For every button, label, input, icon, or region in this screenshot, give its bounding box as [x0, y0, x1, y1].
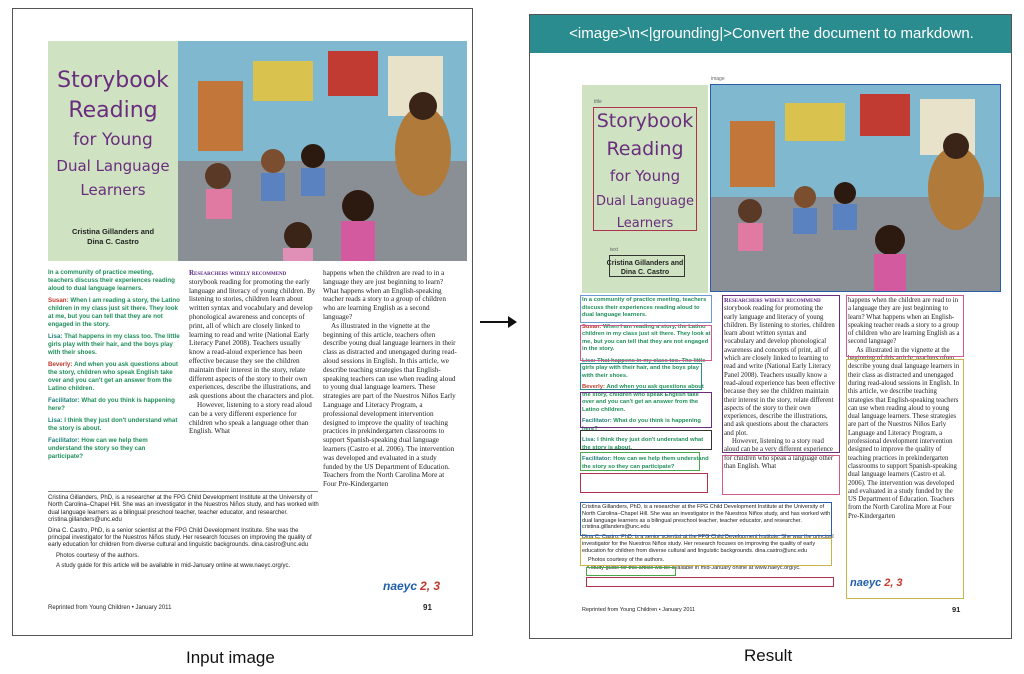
grounding-box-bio2 [580, 538, 832, 566]
input-caption: Input image [186, 648, 275, 667]
line-text: And when you ask questions about the story, children who speak English take over and you can't get an answer from the Latino children. [582, 384, 704, 413]
paragraph: However, listening to a story read aloud can be a very different experience for children who speak a language other than English. What [724, 438, 834, 470]
logo-text: naeyc [383, 579, 418, 593]
line-text: That happens in my class too. The little girls play with their hair, and the boys play with their shoes. [582, 357, 706, 379]
grounding-box-dialogue [580, 392, 712, 428]
title-line: for Young [609, 167, 681, 185]
text-column-3 [323, 269, 457, 599]
speaker: Facilitator: [582, 418, 612, 424]
title-line: Learners [80, 181, 146, 199]
input-page [12, 8, 473, 636]
photo-credit: Photos courtesy of the authors. [56, 552, 140, 559]
line-text: When I am reading a story, the Latino children in my class just sit there. They look at me, but you can tell that they are not engaged in the story. [582, 323, 711, 352]
grounding-label: title [594, 99, 602, 105]
speaker: Lisa: [582, 437, 596, 443]
bio-text: Cristina Gillanders, PhD, is a researcher at the FPG Child Development Institute at the University of North Carolina–Chapel Hill. She was an investigator in the Nuestros Niños study, and has worked with dual language learners as a bilingual preschool teacher, teacher educator, and researcher. cristina.gillanders@unc.edu [582, 504, 831, 531]
bio-text: Cristina Gillanders, PhD, is a researcher at the FPG Child Development Institute at the University of North Carolina–Chapel Hill. She was an investigator in the Nuestros Niños study, and has worked with dual language learners as a bilingual preschool teacher, teacher educator, and researcher. cristina.gillanders@unc.edu [48, 495, 319, 524]
title-graphic [48, 49, 178, 209]
speaker: Beverly: [582, 384, 605, 390]
intro-text: In a community of practice meeting, teachers discuss their experiences reading aloud to dual language learners. [48, 269, 175, 292]
text-column-2 [189, 269, 317, 491]
bio-text: Dina C. Castro, PhD, is a senior scientist at the FPG Child Development Institute. She was the principal investigator for the Nuestros Niños study. Her research focuses on improving the quality of early education for children from diverse cultural and linguistic backgrounds. dina.castro@unc.edu [48, 527, 312, 549]
line-text: When I am reading a story, the Latino children in my class just sit there. They look at me, but you can tell that they are not engaged in the story. [48, 297, 180, 328]
paragraph: happens when the children are read to in a language they are just beginning to learn? What happens when an English-speaking teacher reads a story to a group of children who are learning English as a second language? [848, 297, 960, 346]
dialogue-line [48, 361, 180, 393]
footer-left: Reprinted from Young Children • January 2011 [48, 605, 172, 611]
grounding-box-title [593, 107, 697, 231]
arrow-graphic [478, 315, 518, 329]
photo-graphic [178, 41, 467, 261]
logo-suffix: 2, 3 [884, 577, 903, 589]
paragraph: happens when the children are read to in a language they are just beginning to learn? What happens when an English-speaking teacher reads a story to a group of children who are learning English as a second language? [323, 269, 446, 321]
author-line: Cristina Gillanders and [71, 227, 155, 236]
intro-text: In a community of practice meeting, teachers discuss their experiences reading aloud to dual language learners. [582, 297, 707, 318]
study-guide: A study guide for this article will be available in mid-January online at www.naeyc.org/yc. [586, 565, 801, 572]
line-text: I think they just don't understand what the story is about. [48, 417, 178, 432]
grounding-box-bio1 [580, 502, 832, 536]
bio-divider [48, 491, 318, 492]
title-line: Storybook [596, 110, 694, 132]
naeyc-logo [383, 579, 440, 593]
grounding-box-col3a [846, 295, 964, 357]
classroom-photo [178, 41, 467, 261]
bio-text: Dina C. Castro, PhD, is a senior scientist at the FPG Child Development Institute. She was the principal investigator for the Nuestros Niños study. Her research focuses on improving the quality of early education for children from diverse cultural and linguistic backgrounds. dina.castro@unc.edu [582, 534, 834, 554]
speaker: Facilitator: [582, 456, 612, 462]
speaker: Susan: [48, 297, 69, 304]
page-number: 91 [423, 603, 432, 612]
section-heading: Researchers widely recommend [189, 269, 287, 277]
line-text: What do you think is happening here? [48, 397, 175, 412]
grounding-box-dialogue [580, 430, 712, 450]
prompt-banner: <image>\n<|grounding|>Convert the document to markdown. [530, 15, 1012, 53]
title-line: Reading [606, 138, 684, 160]
grounding-box-col2b [722, 455, 840, 495]
study-guide: A study guide for this article will be available in mid-January online at www.naeyc.org/yc. [56, 563, 291, 570]
grounding-box-col3b [846, 359, 964, 599]
grounding-label: text [610, 247, 619, 253]
section-heading: Researchers widely recommend [724, 297, 821, 304]
result-page [529, 14, 1012, 639]
speaker: Susan: [582, 323, 602, 330]
dialogue-line [48, 437, 180, 461]
line-text: I think they just don't understand what the story is about. [582, 437, 704, 451]
grounding-label: image [711, 76, 725, 82]
paragraph: However, listening to a story read aloud can be a very different experience for children who speak a language other than English. What [189, 400, 312, 436]
grounding-box-photo [586, 567, 676, 576]
speaker: Facilitator: [48, 397, 80, 404]
speaker: Lisa: [48, 417, 63, 424]
speaker: Lisa: [48, 333, 63, 340]
result-caption: Result [744, 646, 793, 665]
paragraph: storybook reading for promoting the early language and literacy of young children. By listening to stories, children learn about written syntax and vocabulary and develop phonological awareness and concepts of print, all of which are closely linked to learning to read and write (National Early Literacy Panel 2008). Teachers usually know a read-aloud experience has been effective because they see the children maintain their interest in the story, relate different aspects of the story to their own experiences, describe the illustrations, and ask questions about the characters and plot. [189, 277, 316, 401]
dialogue-line [48, 297, 180, 329]
result-page-number: 91 [952, 605, 961, 614]
grounding-box-dialogue [580, 452, 700, 471]
photo-credit: Photos courtesy of the authors. [588, 556, 665, 563]
grounding-box-dialogue [580, 363, 702, 390]
speaker: Lisa: [582, 357, 596, 364]
title-line: Storybook [57, 68, 169, 93]
dialogue-line [48, 333, 180, 357]
paragraph: As illustrated in the vignette at the beginning of this article, teachers often describe young dual language learners in their class as distracted and unengaged during read-aloud sessions in English. In this article, we describe teaching strategies that English-speaking teachers can use when reading aloud to young dual language learners. These strategies are part of the Nuestros Niños Early Language and Literacy Program, a professional development intervention designed to improve the quality of teaching practices in prekindergarten classrooms to support Spanish-speaking dual language learners (Castro et al. 2006). The intervention was developed and evaluated in a study funded by the US Department of Education. Teachers from the North Carolina More at Four Pre-Kindergarten [848, 346, 960, 520]
grounding-box-col2a [722, 295, 840, 453]
line-text: How can we help them understand the story so they can participate? [48, 437, 148, 460]
author-line: Dina C. Castro [87, 237, 139, 246]
grounding-box-guide [586, 577, 834, 587]
dialogue-column [48, 269, 180, 461]
dialogue-line [48, 397, 180, 413]
logo-text: naeyc [850, 577, 882, 589]
grounding-box-dialogue [580, 473, 708, 493]
line-text: That happens in my class too. The little girls play with their hair, and the boys play with their shoes. [48, 333, 180, 356]
author-line: Cristina Gillanders and [606, 260, 684, 267]
arrow-right-icon [478, 315, 518, 329]
paragraph: As illustrated in the vignette at the beginning of this article, teachers often describe young dual language learners in their class as distracted and unengaged during read-aloud sessions in English. In this article, we describe teaching strategies that English-speaking teachers can use when reading aloud to young dual language learners. These strategies are part of the Nuestros Niños Early Language and Literacy Program, a professional development intervention designed to improve the quality of teaching practices in prekindergarten classrooms to support Spanish-speaking dual language learners (Castro et al. 2006). The intervention was developed and evaluated in a study funded by the US Department of Education. Teachers from the North Carolina More at Four Pre-Kindergarten [323, 321, 457, 489]
line-text: How can we help them understand the story so they can participate? [582, 456, 709, 470]
title-line: Dual Language [56, 157, 170, 175]
line-text: What do you think is happening here? [582, 418, 701, 432]
title-line: for Young [73, 130, 153, 150]
grounding-box-authors [609, 255, 685, 277]
bio-block [48, 495, 320, 571]
title-line: Dual Language [595, 194, 695, 209]
result-naeyc-logo [850, 577, 903, 589]
grounding-box-intro [580, 295, 712, 323]
title-line: Reading [68, 98, 158, 123]
paragraph: storybook reading for promoting the early language and literacy of young children. By listening to stories, children learn about written syntax and vocabulary and develop phonological awareness and concepts of print, all of which are closely linked to learning to read and write (National Early Literacy Panel 2008). Teachers usually know a read-aloud experience has been effective because they see the children maintain their interest in the story, relate different aspects of the story to their own experiences, describe the illustrations, and ask questions about the characters and plot. [724, 305, 835, 437]
author-line: Dina C. Castro [620, 269, 670, 276]
title-block [48, 41, 178, 261]
logo-suffix: 2, 3 [420, 579, 441, 593]
speaker: Facilitator: [48, 437, 80, 444]
grounding-box-dialogue [580, 325, 712, 361]
authors [48, 227, 178, 247]
grounding-box-image [710, 84, 1001, 292]
dialogue-line [48, 417, 180, 433]
title-line: Learners [616, 216, 674, 231]
line-text: And when you ask questions about the story, children who speak English take over and you can't get an answer from the Latino children. [48, 361, 178, 392]
result-footer-left: Reprinted from Young Children • January 2011 [582, 607, 696, 613]
speaker: Beverly: [48, 361, 73, 368]
